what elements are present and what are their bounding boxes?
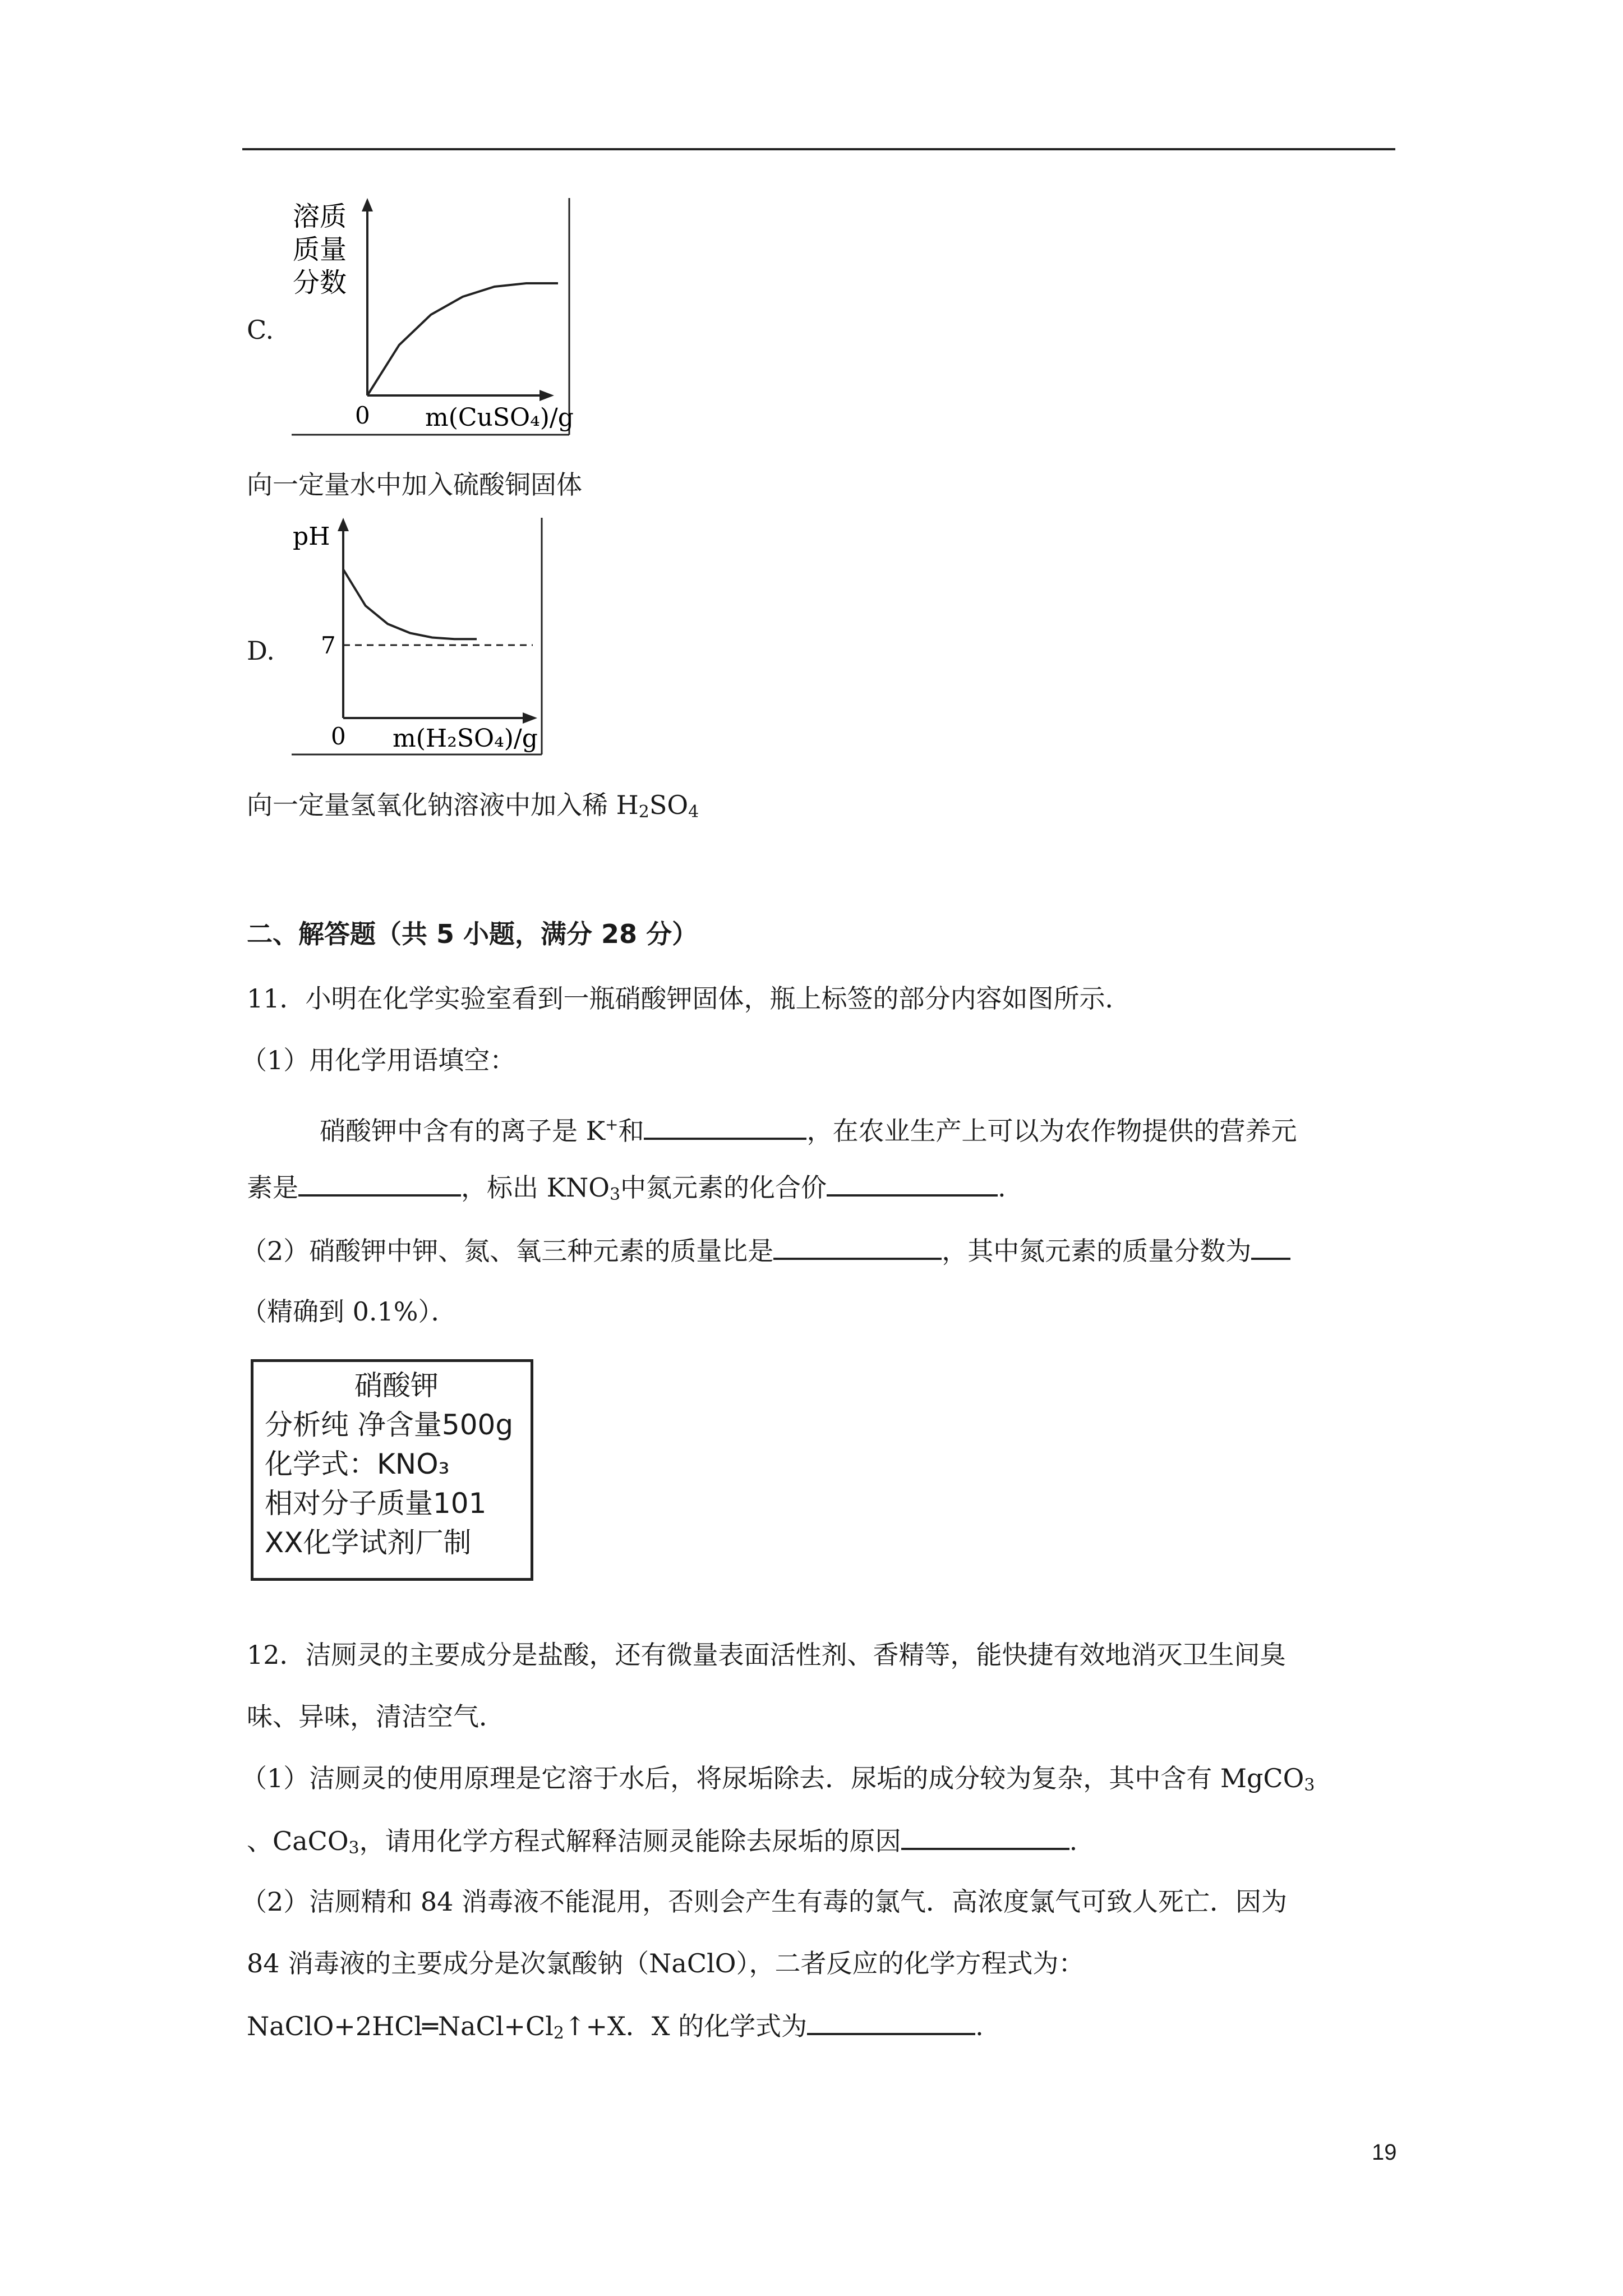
section-heading: 二、解答题（共 5 小题，满分 28 分） (247, 919, 698, 949)
q11-part1-line1: 硝酸钾中含有的离子是 K+和 ，在农业生产上可以为农作物提供的营养元 (320, 1108, 1297, 1148)
q12-blank-x-formula[interactable] (807, 2008, 975, 2035)
option-d-x-arrow (523, 712, 537, 724)
q12-blank-equation[interactable] (901, 1823, 1069, 1850)
option-d-xlabel: m(H₂SO₄)/g (393, 724, 538, 753)
option-d-origin: 0 (331, 723, 346, 750)
label-manufacturer: XX化学试剂厂制 (265, 1526, 472, 1559)
option-c-letter: C. (247, 315, 274, 345)
option-d-curve (343, 569, 477, 639)
option-d-letter: D. (247, 636, 275, 666)
q12-part2-line2: 84 消毒液的主要成分是次氯酸钠（NaClO），二者反应的化学方程式为： (247, 1948, 1085, 1978)
label-molar-mass: 相对分子质量101 (265, 1487, 487, 1520)
q12-stem-line2: 味、异味，清洁空气． (247, 1701, 505, 1732)
q11-blank-element[interactable] (298, 1170, 461, 1197)
option-d-caption: 向一定量氢氧化钠溶液中加入稀 $H_2SO_4$ (247, 790, 699, 822)
q11-blank-mass-ratio[interactable] (773, 1233, 942, 1260)
option-c-ylabel-2: 质量 (293, 234, 347, 265)
option-c-x-arrow (540, 390, 554, 401)
label-title: 硝酸钾 (354, 1369, 439, 1402)
option-d-ref-tick: 7 (321, 632, 336, 659)
q11-part1-heading: （1）用化学用语填空： (241, 1045, 516, 1075)
reagent-label (251, 1359, 533, 1581)
option-c-caption: 向一定量水中加入硫酸铜固体 (247, 470, 582, 500)
q12-part2-line1: （2）洁厕精和 84 消毒液不能混用，否则会产生有毒的氯气．高浓度氯气可致人死亡．因为 (241, 1887, 1288, 1917)
q11-part2-line2: （精确到 0.1%）． (241, 1296, 457, 1327)
option-d-y-arrow (338, 518, 349, 531)
header-rule (242, 148, 1395, 150)
q12-part1-line2: 、CaCO$_3$，请用化学方程式解释洁厕灵能除去尿垢的原因 . (247, 1823, 1077, 1865)
q11-stem: 11．小明在化学实验室看到一瓶硝酸钾固体，瓶上标签的部分内容如图所示． (247, 983, 1131, 1014)
page-number: 19 (1372, 2140, 1397, 2165)
q11-blank-ion[interactable] (644, 1113, 806, 1140)
q11-part2-line1: （2）硝酸钾中钾、氮、氧三种元素的质量比是 ，其中氮元素的质量分数为 (241, 1233, 1290, 1268)
option-c-curve (367, 283, 558, 395)
q11-blank-mass-fraction[interactable] (1251, 1233, 1290, 1260)
option-c-chart (280, 194, 583, 440)
option-c-ylabel-1: 溶质 (293, 201, 347, 232)
option-c-origin: 0 (355, 402, 370, 429)
option-c-ylabel-3: 分数 (293, 267, 347, 298)
option-d-chart (280, 513, 561, 760)
label-formula: 化学式：KNO₃ (265, 1448, 450, 1480)
option-d-ylabel: pH (293, 522, 330, 551)
q11-blank-valence[interactable] (827, 1170, 998, 1197)
option-c-y-arrow (362, 198, 373, 211)
q12-stem-line1: 12．洁厕灵的主要成分是盐酸，还有微量表面活性剂、香精等，能快捷有效地消灭卫生间臭 (247, 1640, 1286, 1670)
option-c-xlabel: m(CuSO₄)/g (425, 403, 574, 432)
q12-part1-line1: （1）洁厕灵的使用原理是它溶于水后，将尿垢除去．尿垢的成分较为复杂，其中含有 MgCO$_3$ (241, 1763, 1315, 1795)
q12-part2-line3: $NaClO+2HCl═NaCl+Cl_2↑+X$．X 的化学式为 . (247, 2008, 984, 2050)
q11-part1-line2: 素是 ，标出 $KNO_3$中氮元素的化合价 . (247, 1170, 1006, 1212)
label-purity: 分析纯 净含量500g (265, 1409, 514, 1441)
